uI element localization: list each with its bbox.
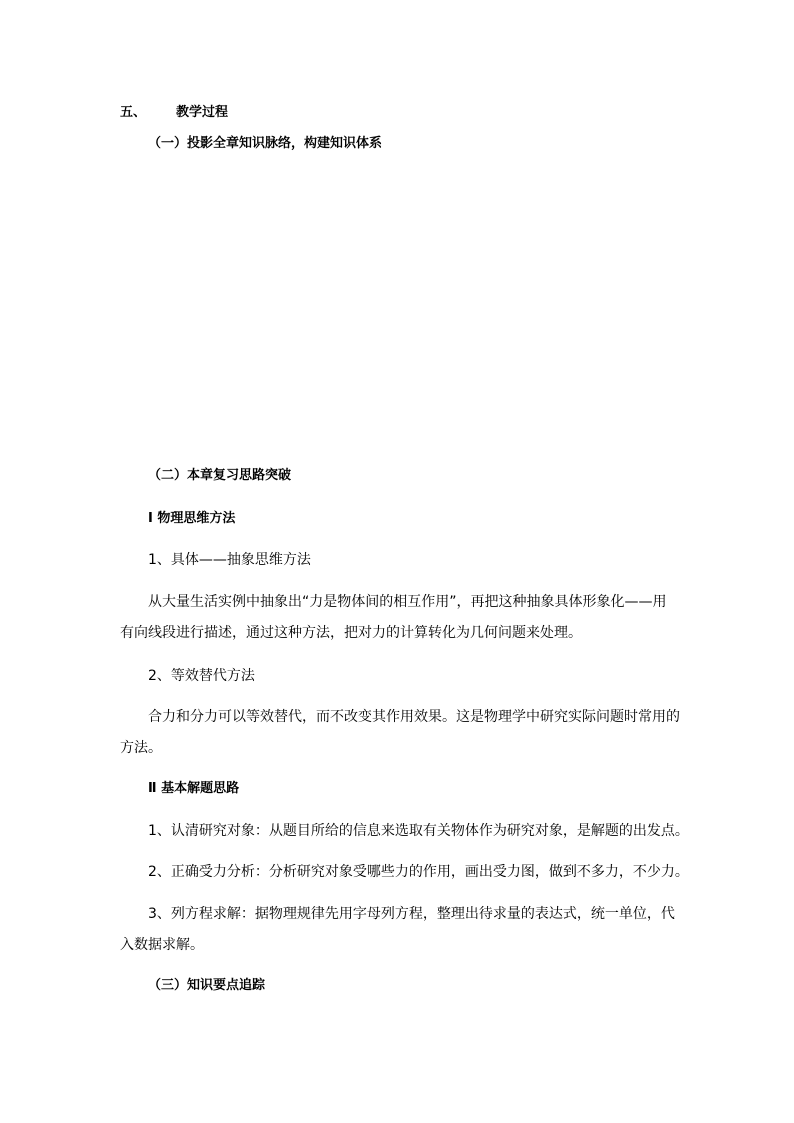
step-3-line-1: 3、列方程求解：据物理规律先用字母列方程，整理出待求量的表达式，统一单位，代 <box>148 906 675 922</box>
heading-physics-thinking: Ⅰ 物理思维方法 <box>148 511 236 526</box>
step-1: 1、认清研究对象：从题目所给的信息来选取有关物体作为研究对象，是解题的出发点。 <box>148 823 689 839</box>
list-item-1: 1、具体——抽象思维方法 <box>148 552 311 568</box>
paragraph-1-line-1: 从大量生活实例中抽象出“力是物体间的相互作用”，再把这种抽象具体形象化——用 <box>148 594 667 610</box>
step-2: 2、正确受力分析：分析研究对象受哪些力的作用，画出受力图，做到不多力，不少力。 <box>148 864 689 880</box>
section-title: 教学过程 <box>176 105 229 120</box>
subsection-heading-2: （二）本章复习思路突破 <box>148 468 292 483</box>
list-item-2: 2、等效替代方法 <box>148 668 255 684</box>
section-number: 五、 <box>120 105 147 120</box>
subsection-heading-1: （一）投影全章知识脉络，构建知识体系 <box>148 136 383 151</box>
paragraph-1-line-2: 有向线段进行描述，通过这种方法，把对力的计算转化为几何问题来处理。 <box>120 625 582 641</box>
subsection-heading-3: （三）知识要点追踪 <box>148 978 266 993</box>
paragraph-2-line-1: 合力和分力可以等效替代，而不改变其作用效果。这是物理学中研究实际问题时常用的 <box>148 709 680 725</box>
step-3-line-2: 入数据求解。 <box>120 937 204 953</box>
heading-solving-approach: Ⅱ 基本解题思路 <box>148 781 240 796</box>
paragraph-2-line-2: 方法。 <box>120 740 162 756</box>
